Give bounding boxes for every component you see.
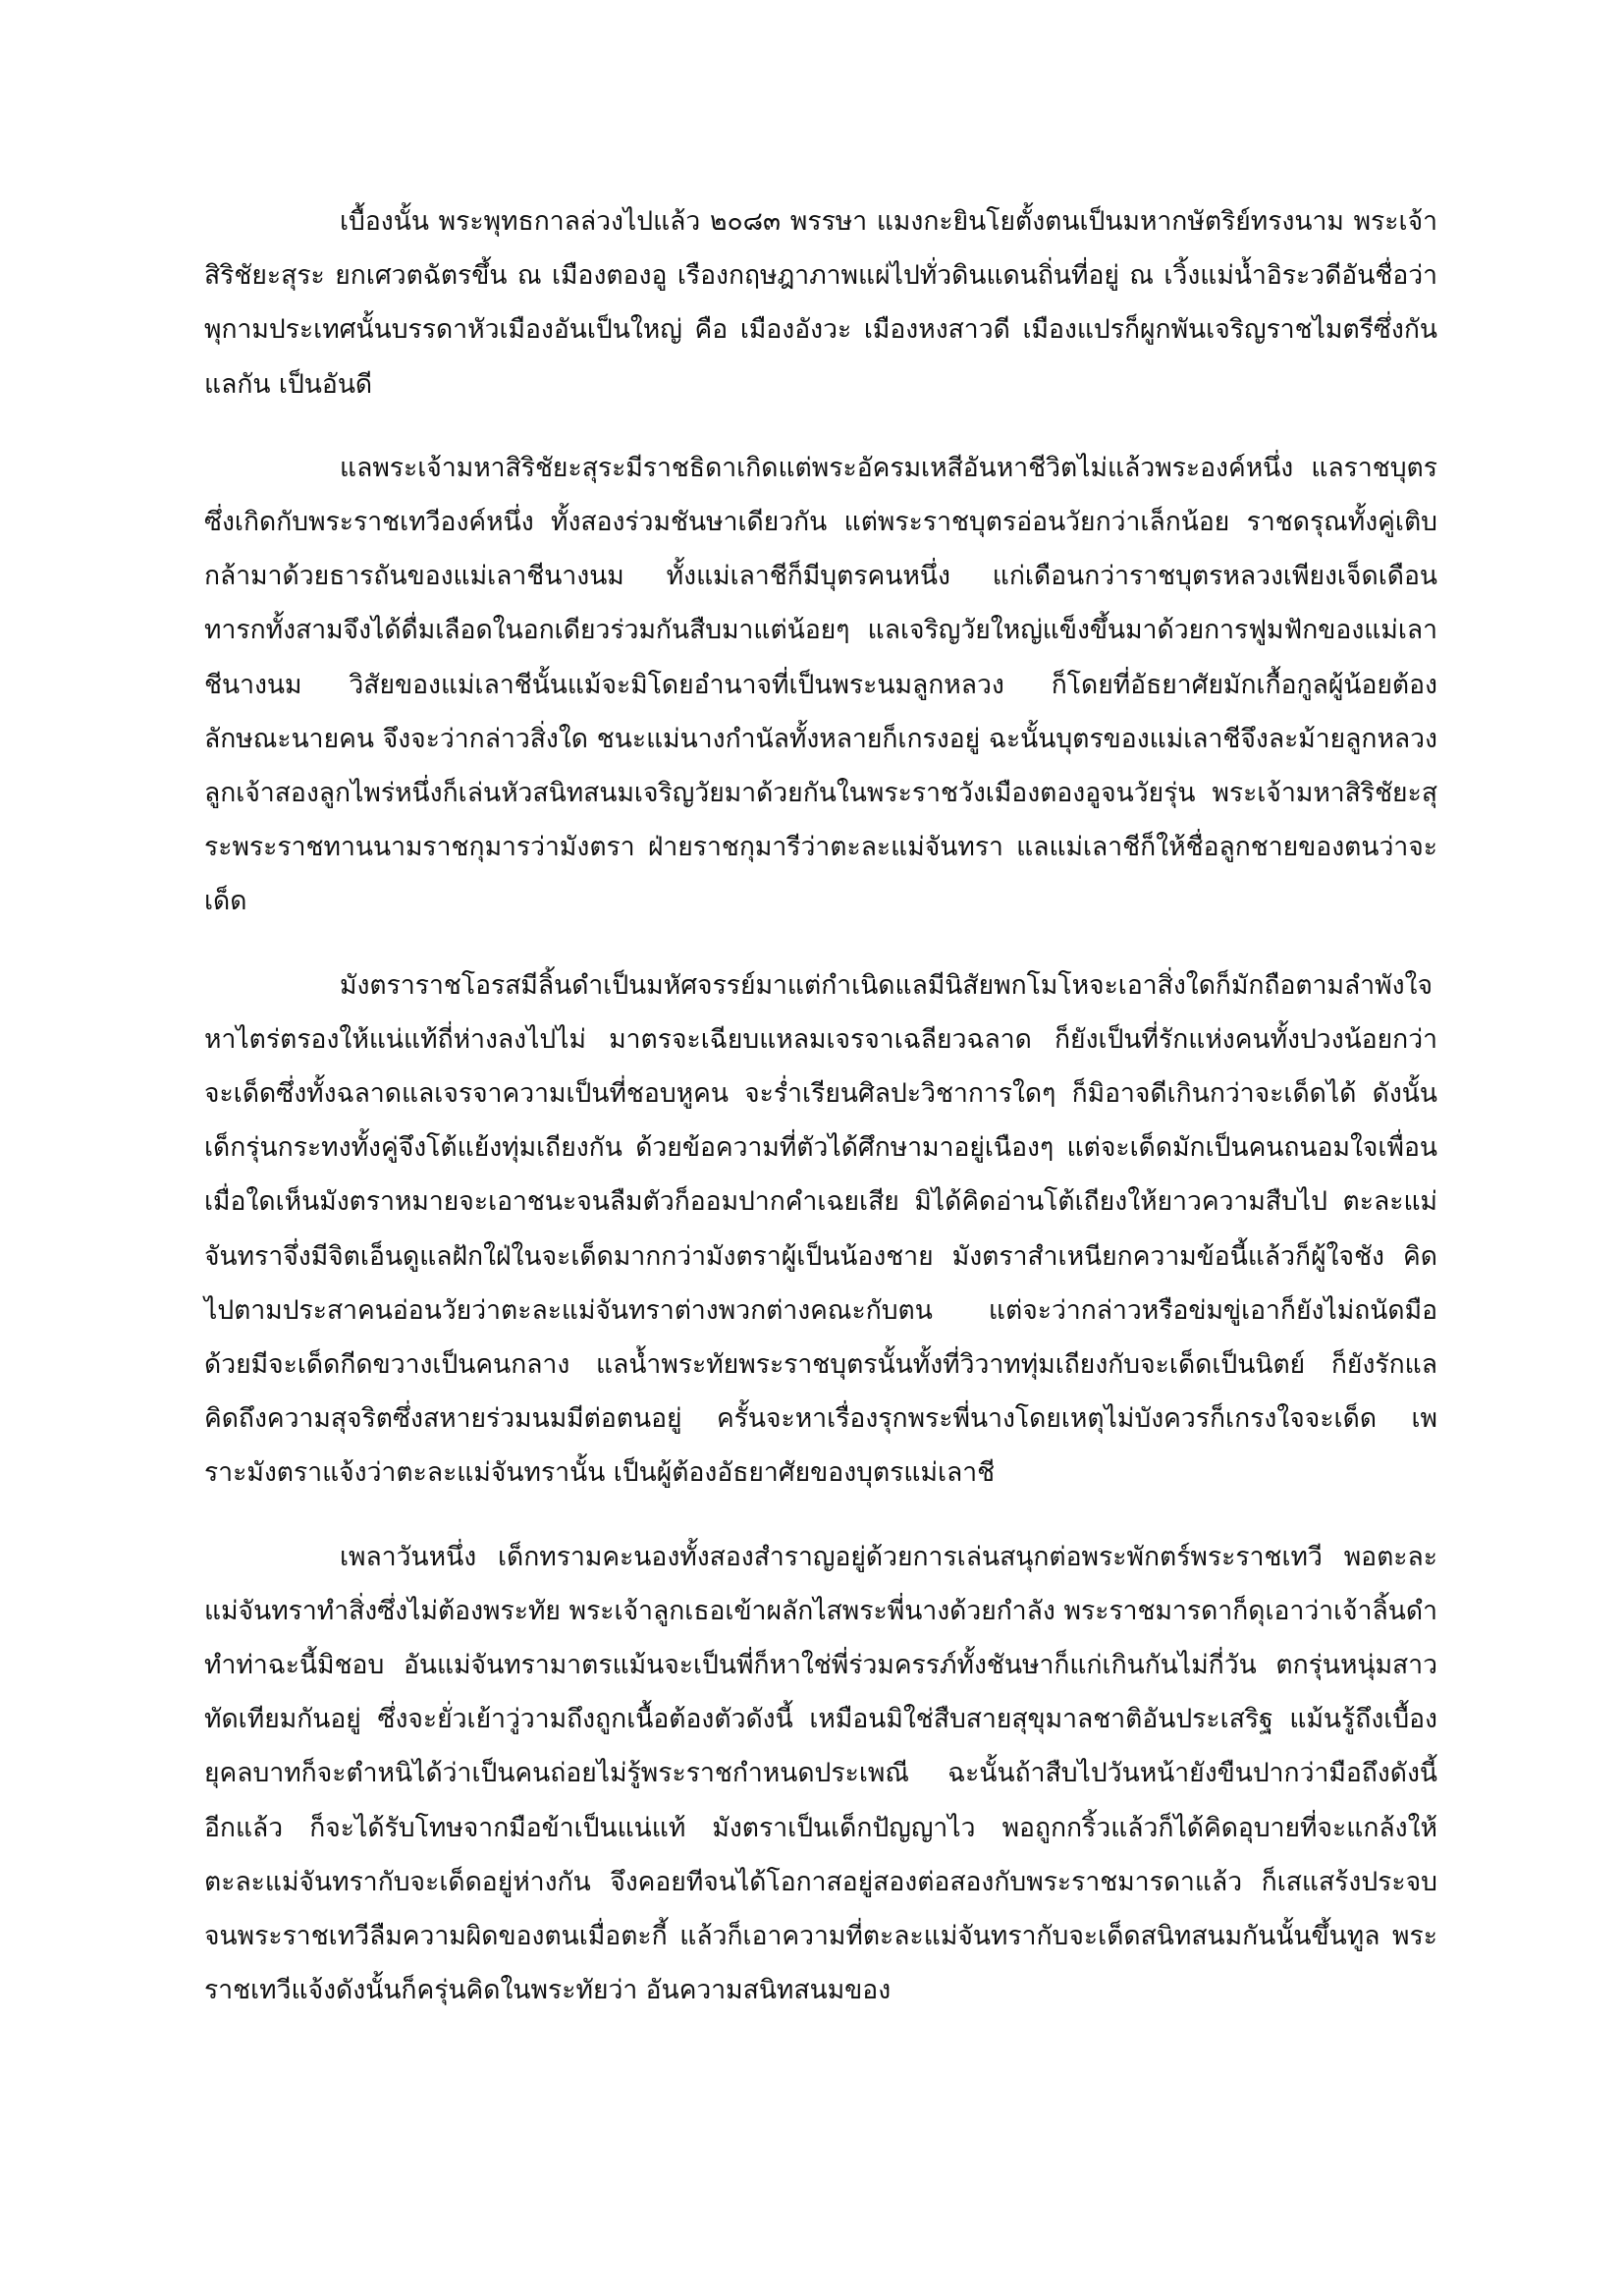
paragraph-3: มังตราราชโอรสมีลิ้นดำเป็นมหัศจรรย์มาแต่กำเนิดแลมีนิสัยพกโมโหจะเอาสิ่งใดก็มักถือตามลำพังใจ หาไตร่ตรองให้แน่แท้ถี่ห่างลงไปไม่ มาตรจะเฉียบแหลมเจรจาเฉลียวฉลาด ก็ยังเป็นที่รักแห่งคนทั้งปวงน้อยกว่าจะเด็ดซึ่งทั้งฉลาดแลเจรจาความเป็นที่ชอบหูคน จะร่ำเรียนศิลปะวิชาการใดๆ ก็มิอาจดีเกินกว่าจะเด็ดได้ ดังนั้นเด็กรุ่นกระทงทั้งคู่จึงโต้แย้งทุ่มเถียงกัน ด้วยข้อความที่ตัวได้ศึกษามาอยู่เนืองๆ แต่จะเด็ดมักเป็นคนถนอมใจเพื่อน เมื่อใดเห็นมังตราหมายจะเอาชนะจนลืมตัวก็ออมปากคำเฉยเสีย มิได้คิดอ่านโต้เถียงให้ยาวความสืบไป ตะละแม่จันทราจึ่งมีจิตเอ็นดูแลฝักใฝ่ในจะเด็ดมากกว่ามังตราผู้เป็นน้องชาย มังตราสำเหนียกความข้อนี้แล้วก็ผู้ใจชัง คิดไปตามประสาคนอ่อนวัยว่าตะละแม่จันทราต่างพวกต่างคณะกับตน แต่จะว่ากล่าวหรือข่มขู่เอาก็ยังไม่ถนัดมือ ด้วยมีจะเด็ดกีดขวางเป็นคนกลาง แลน้ำพระทัยพระราชบุตรนั้นทั้งที่วิวาททุ่มเถียงกับจะเด็ดเป็นนิตย์ ก็ยังรักแลคิดถึงความสุจริตซึ่งสหายร่วมนมมีต่อตนอยู่ ครั้นจะหาเรื่องรุกพระพี่นางโดยเหตุไม่บังควรก็เกรงใจจะเด็ด เพราะมังตราแจ้งว่าตะละแม่จันทรานั้น เป็นผู้ต้องอัธยาศัยของบุตรแม่เลาชี [204,969,1437,1489]
document-body [204,194,1437,2048]
paragraph-4: เพลาวันหนึ่ง เด็กทรามคะนองทั้งสองสำราญอยู่ด้วยการเล่นสนุกต่อพระพักตร์พระราชเทวี พอตะละแม่จันทราทำสิ่งซึ่งไม่ต้องพระทัย พระเจ้าลูกเธอเข้าผลักไสพระพี่นางด้วยกำลัง พระราชมารดาก็ดุเอาว่าเจ้าลิ้นดำทำท่าฉะนี้มิชอบ อันแม่จันทรามาตรแม้นจะเป็นพี่ก็หาใช่พี่ร่วมครรภ์ทั้งชันษาก็แก่เกินกันไม่กี่วัน ตกรุ่นหนุ่มสาวทัดเทียมกันอยู่ ซึ่งจะยั่วเย้าวู่วามถึงถูกเนื้อต้องตัวดังนี้ เหมือนมิใช่สืบสายสุขุมาลชาติอันประเสริฐ แม้นรู้ถึงเบื้องยุคลบาทก็จะตำหนิได้ว่าเป็นคนถ่อยไม่รู้พระราชกำหนดประเพณี ฉะนั้นถ้าสืบไปวันหน้ายังขืนปากว่ามือถึงดังนี้อีกแล้ว ก็จะได้รับโทษจากมือข้าเป็นแน่แท้ มังตราเป็นเด็กปัญญาไว พอถูกกริ้วแล้วก็ได้คิดอุบายที่จะแกล้งให้ตะละแม่จันทรากับจะเด็ดอยู่ห่างกัน จึงคอยทีจนได้โอกาสอยู่สองต่อสองกับพระราชมารดาแล้ว ก็เสแสร้งประจบจนพระราชเทวีลืมความผิดของตนเมื่อตะกี้ แล้วก็เอาความที่ตะละแม่จันทรากับจะเด็ดสนิทสนมกันนั้นขึ้นทูล พระราชเทวีแจ้งดังนั้นก็ครุ่นคิดในพระทัยว่า อันความสนิทสนมของ [204,1541,1437,2006]
paragraph-2: แลพระเจ้ามหาสิริชัยะสุระมีราชธิดาเกิดแต่พระอัครมเหสีอันหาชีวิตไม่แล้วพระองค์หนึ่ง แลราชบุตรซึ่งเกิดกับพระราชเทวีองค์หนึ่ง ทั้งสองร่วมชันษาเดียวกัน แต่พระราชบุตรอ่อนวัยกว่าเล็กน้อย ราชดรุณทั้งคู่เติบกล้ามาด้วยธารถันของแม่เลาชีนางนม ทั้งแม่เลาชีก็มีบุตรคนหนึ่ง แก่เดือนกว่าราชบุตรหลวงเพียงเจ็ดเดือน ทารกทั้งสามจึงได้ดื่มเลือดในอกเดียวร่วมกันสืบมาแต่น้อยๆ แลเจริญวัยใหญ่แข็งขึ้นมาด้วยการฟูมฟักของแม่เลาชีนางนม วิสัยของแม่เลาชีนั้นแม้จะมิโดยอำนาจที่เป็นพระนมลูกหลวง ก็โดยที่อัธยาศัยมักเกื้อกูลผู้น้อยต้องลักษณะนายคน จึงจะว่ากล่าวสิ่งใด ชนะแม่นางกำนัลทั้งหลายก็เกรงอยู่ ฉะนั้นบุตรของแม่เลาชีจึงละม้ายลูกหลวง ลูกเจ้าสองลูกไพร่หนึ่งก็เล่นหัวสนิทสนมเจริญวัยมาด้วยกันในพระราชวังเมืองตองอูจนวัยรุ่น พระเจ้ามหาสิริชัยะสุระพระราชทานนามราชกุมารว่ามังตรา ฝ่ายราชกุมารีว่าตะละแม่จันทรา แลแม่เลาชีก็ให้ชื่อลูกชายของตนว่าจะเด็ด [204,452,1437,917]
paragraph-1: เบื้องนั้น พระพุทธกาลล่วงไปแล้ว ๒๐๘๓ พรรษา แมงกะยินโยตั้งตนเป็นมหากษัตริย์ทรงนาม พระเจ้าสิริชัยะสุระ ยกเศวตฉัตรขึ้น ณ เมืองตองอู เรืองกฤษฎาภาพแผ่ไปทั่วดินแดนถิ่นที่อยู่ ณ เวิ้งแม่น้ำอิระวดีอันชื่อว่าพุกามประเทศนั้นบรรดาหัวเมืองอันเป็นใหญ่ คือ เมืองอังวะ เมืองหงสาวดี เมืองแปรก็ผูกพันเจริญราชไมตรีซึ่งกันแลกัน เป็นอันดี [204,206,1437,400]
